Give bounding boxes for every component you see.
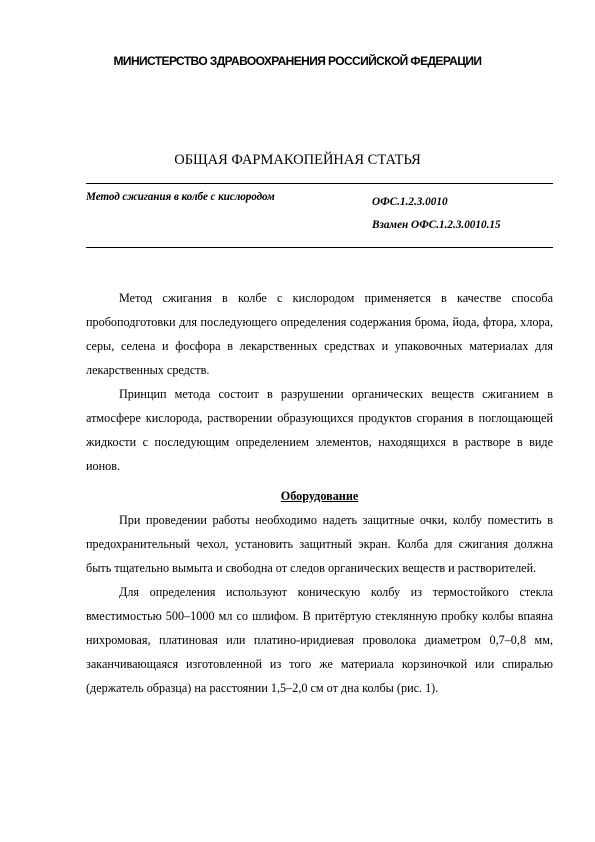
- equipment-heading-text: Оборудование: [280, 489, 359, 503]
- document-body: [86, 286, 553, 700]
- section-heading-equipment: [86, 478, 553, 508]
- method-title: Метод сжигания в колбе с кислородом: [86, 191, 275, 203]
- replaces-code: Взамен ОФС.1.2.3.0010.15: [372, 219, 501, 231]
- paragraph-flask: Для определения используют коническую колбу из термостойкого стекла вместимостью 500–1000 мл со шлифом. В притёртую стеклянную пробку колбы впаяна нихромовая, платиновая или платино-иридиевая проволока диаметром 0,7–0,8 мм, заканчивающаяся изготовленной из того же материала корзиночкой или спиралью (держатель образца) на расстоянии 1,5–2,0 см от дна колбы (рис. 1).: [86, 585, 553, 695]
- paragraph-principle: Принцип метода состоит в разрушении органических веществ сжиганием в атмосфере кислорода, растворении образующихся продуктов сгорания в поглощающей жидкости с последующим определением элементов, находящихся в растворе в виде ионов.: [86, 387, 553, 473]
- top-divider: [86, 183, 553, 184]
- paragraph-safety: При проведении работы необходимо надеть защитные очки, колбу поместить в предохранительный чехол, установить защитный экран. Колба для сжигания должна быть тщательно вымыта и свободна от следов органических веществ и растворителей.: [86, 513, 553, 575]
- document-type-title: ОБЩАЯ ФАРМАКОПЕЙНАЯ СТАТЬЯ: [174, 152, 421, 168]
- paragraph-intro: Метод сжигания в колбе с кислородом применяется в качестве способа пробоподготовки для последующего определения содержания брома, йода, фтора, хлора, серы, селена и фосфора в лекарственных средствах и упаковочных материалах для лекарственных средств.: [86, 291, 553, 377]
- document-code: ОФС.1.2.3.0010: [372, 196, 448, 208]
- document-codes: [372, 191, 501, 237]
- ministry-header: МИНИСТЕРСТВО ЗДРАВООХРАНЕНИЯ РОССИЙСКОЙ ФЕДЕРАЦИИ: [113, 54, 482, 68]
- bottom-divider: [86, 247, 553, 248]
